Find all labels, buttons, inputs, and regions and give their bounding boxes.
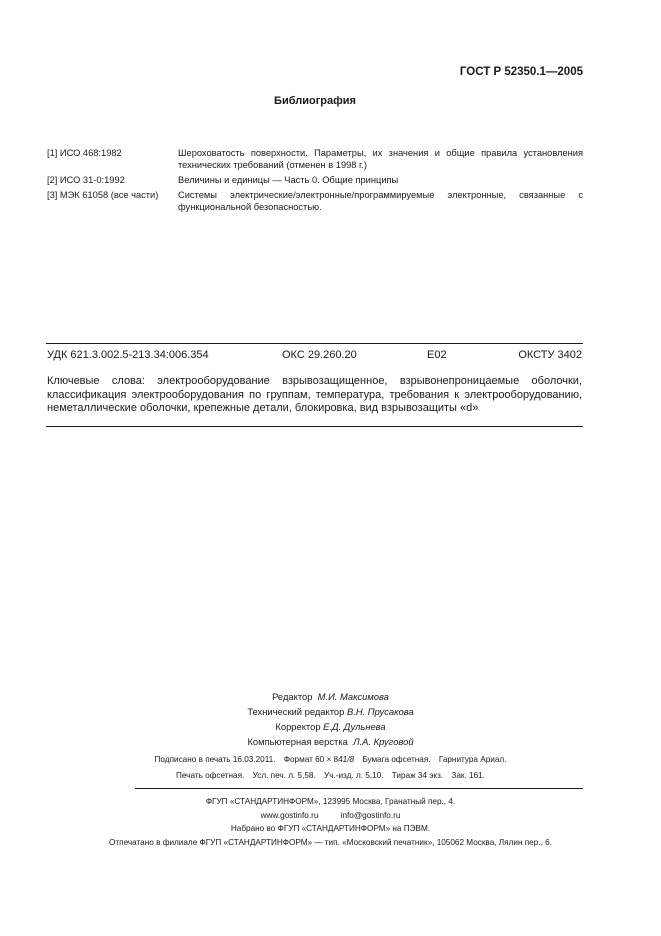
copies: Тираж 34 экз. [391, 771, 444, 780]
bibliography-ref: [2] ИСО 31-0:1992 [47, 175, 125, 185]
bibliography-list [47, 147, 583, 216]
staff-name: Л.А. Круговой [353, 736, 414, 747]
okstu-code: ОКСТУ 3402 [518, 349, 582, 361]
group-code: Е02 [427, 349, 447, 361]
bibliography-text: Системы электрические/электронные/программируемые электронные, связанные с функциональной безопасностью. [178, 190, 583, 212]
publication-line-2 [0, 771, 661, 780]
bibliography-entry [47, 174, 583, 186]
udk-code: УДК 621.3.002.5-213.34:006.354 [47, 349, 209, 361]
contacts [0, 809, 661, 823]
staff-name: Е.Д. Дульнева [323, 721, 386, 732]
publisher-address: ФГУП «СТАНДАРТИНФОРМ», 123995 Москва, Гранатный пер., 4. [205, 797, 456, 806]
keywords: Ключевые слова: электрооборудование взрывозащищенное, взрывонепроницаемые оболочки, классификация электрооборудования по группам, температура, требования к электрооборудованию, неметаллические оболочки, крепежные детали, блокировка, вид взрывозащиты «d» [47, 375, 582, 414]
staff-name: М.И. Максимова [317, 691, 389, 702]
paper: Бумага офсетная. [362, 755, 431, 764]
staff-corrector [0, 719, 661, 734]
order-number: Зак. 161. [451, 771, 485, 780]
typeset-info: Набрано во ФГУП «СТАНДАРТИНФОРМ» на ПЭВМ. [230, 824, 431, 833]
bibliography-text: Величины и единицы — Часть 0. Общие принципы [178, 175, 399, 185]
print-sheets: Усл. печ. л. 5,58. [252, 771, 316, 780]
oks-code: ОКС 29.260.20 [282, 349, 357, 361]
staff-layout [0, 734, 661, 749]
bibliography-entry [47, 189, 583, 213]
signed-date: Подписано в печать 16.03.2011. [154, 755, 276, 764]
format: Формат 60 × 841/8 [283, 755, 355, 764]
staff-role: Корректор [275, 721, 321, 732]
staff-role: Технический редактор [247, 706, 345, 717]
printed-info: Отпечатано в филиале ФГУП «СТАНДАРТИНФОРМ» — тип. «Московский печатник», 105062 Москва, Лялин пер., 6. [109, 837, 552, 847]
staff-editor [0, 689, 661, 704]
bibliography-ref: [3] МЭК 61058 (все части) [47, 190, 159, 200]
divider-bottom [46, 426, 583, 427]
divider-footer [135, 788, 583, 789]
staff-role: Редактор [272, 691, 313, 702]
staff-credits [0, 689, 661, 749]
bibliography-text: Шероховатость поверхности. Параметры, их значения и общие правила установления технических требований (отменен в 1998 г.) [178, 148, 583, 170]
staff-role: Компьютерная верстка [247, 736, 348, 747]
staff-name: В.Н. Прусакова [346, 706, 414, 717]
format-fraction: 1/8 [342, 755, 355, 764]
staff-tech-editor [0, 704, 661, 719]
printing-info [0, 795, 661, 849]
bibliography-ref: [1] ИСО 468:1982 [47, 148, 122, 158]
divider-top [46, 343, 583, 344]
publication-line-1 [0, 755, 661, 764]
font-info: Гарнитура Ариал. [438, 755, 507, 764]
standard-number: ГОСТ Р 52350.1—2005 [459, 66, 583, 78]
email-link[interactable]: info@gostinfo.ru [340, 810, 401, 820]
printing-type: Печать офсетная. [176, 771, 245, 780]
edition-sheets: Уч.-изд. л. 5,10. [324, 771, 384, 780]
website-link[interactable]: www.gostinfo.ru [260, 810, 319, 820]
bibliography-title: Библиография [274, 95, 356, 107]
bibliography-entry [47, 147, 583, 171]
